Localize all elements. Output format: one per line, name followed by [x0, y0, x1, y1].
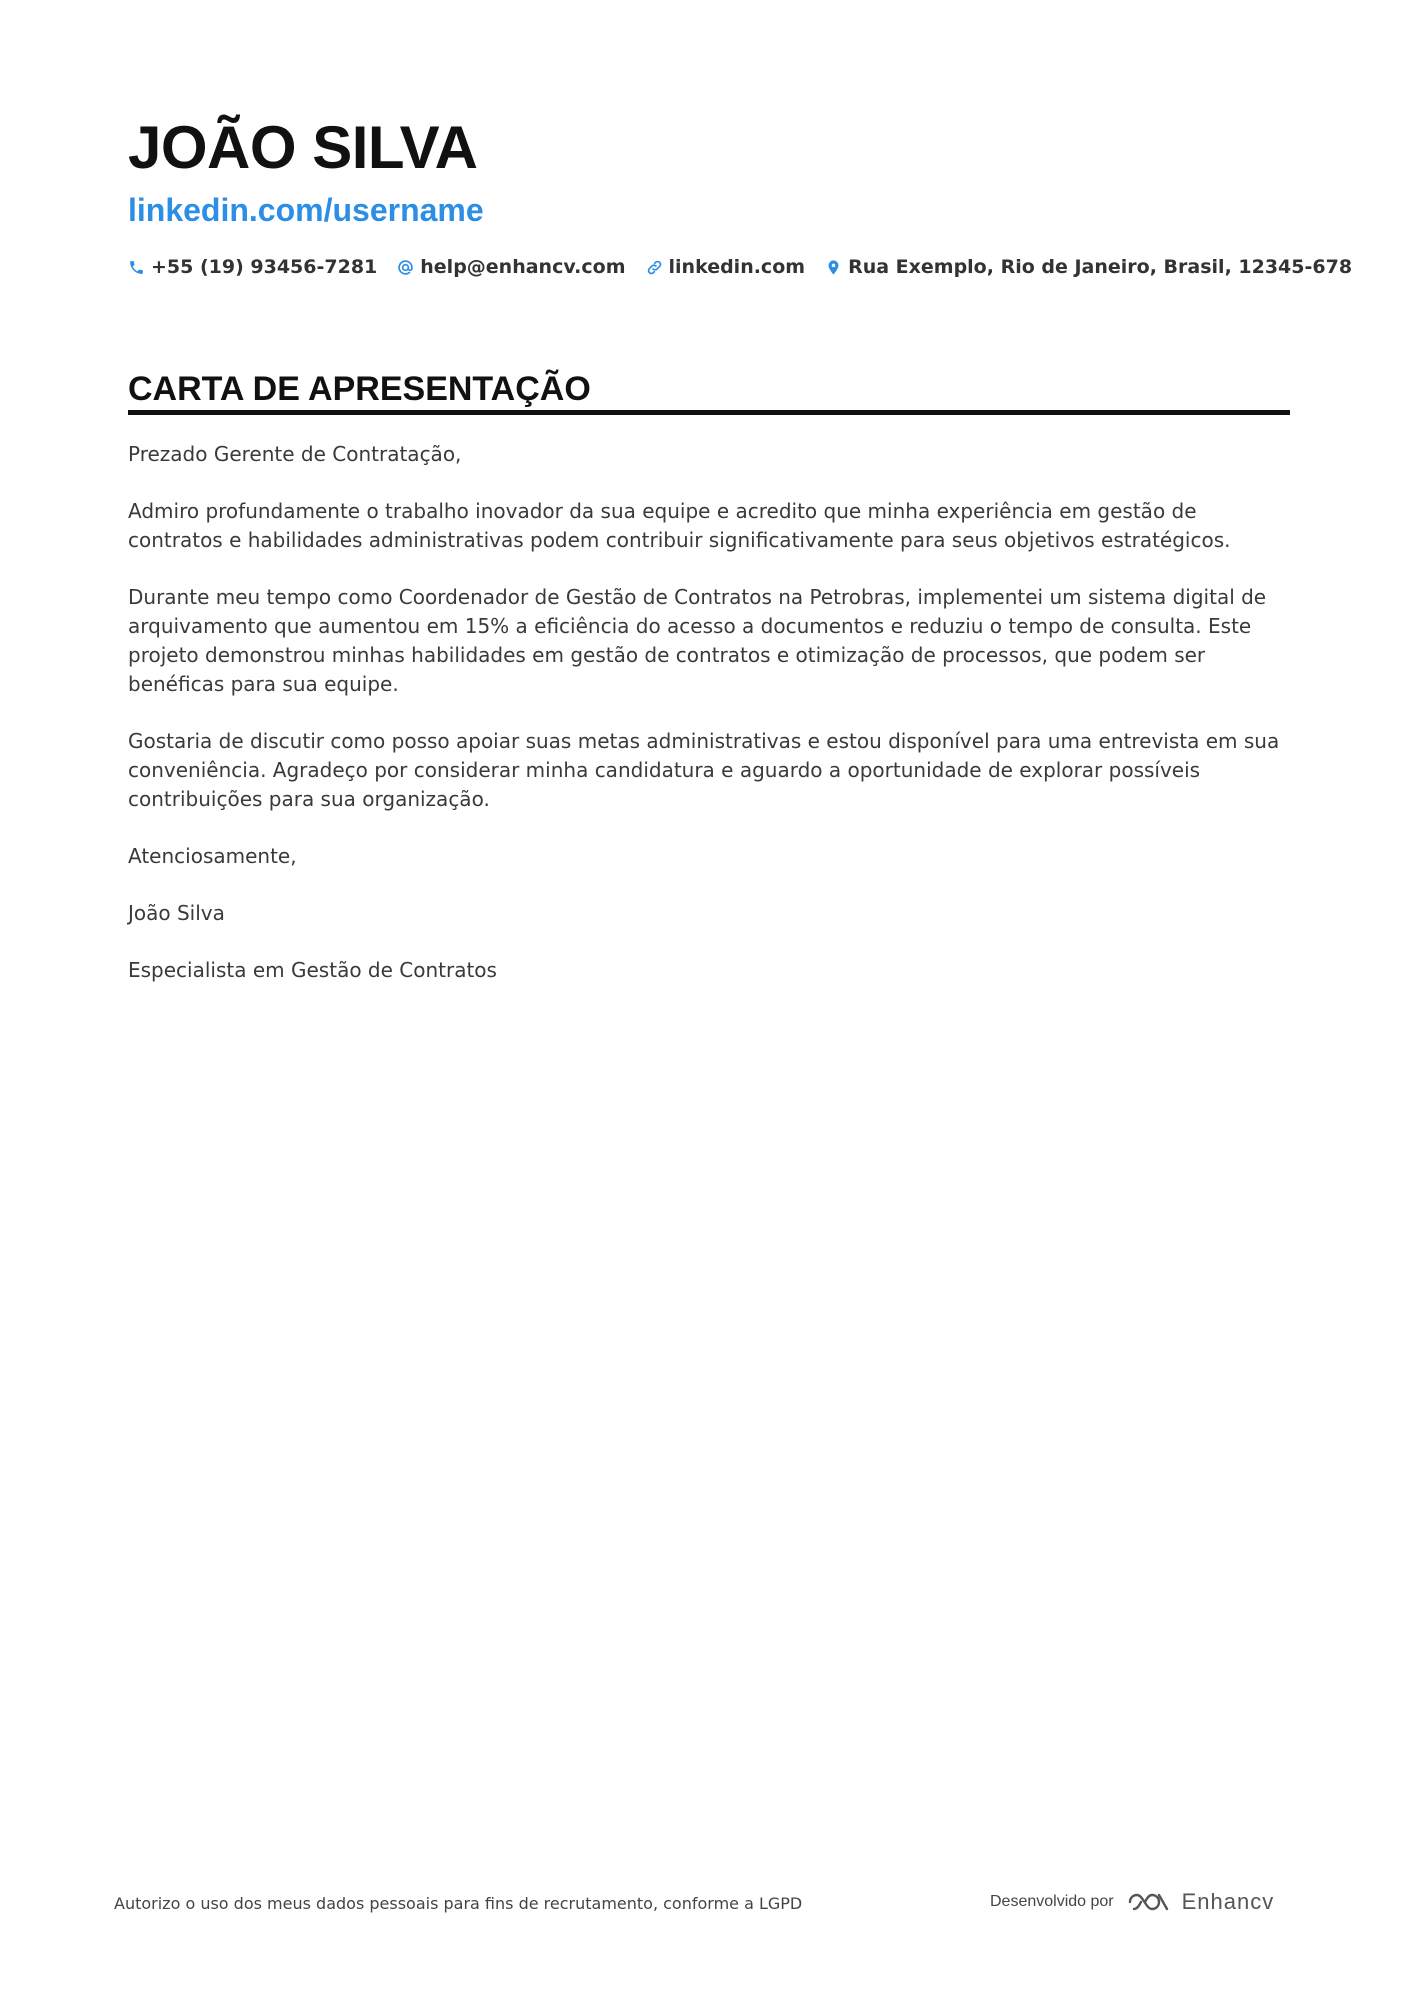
consent-note: Autorizo o uso dos meus dados pessoais para fins de recrutamento, conforme a LGPD: [114, 1894, 803, 1913]
section-title: CARTA DE APRESENTAÇÃO: [128, 370, 591, 408]
enhancv-logo-icon: [1126, 1890, 1172, 1914]
letter-closing: Atenciosamente,: [128, 844, 297, 868]
powered-by[interactable]: [990, 1889, 1274, 1915]
section-divider: [128, 410, 1290, 415]
contact-email[interactable]: [397, 252, 625, 282]
signature-title: Especialista em Gestão de Contratos: [128, 958, 497, 982]
contact-phone-text: +55 (19) 93456-7281: [151, 256, 378, 278]
contact-link-text: linkedin.com: [668, 256, 806, 278]
letter-paragraph: Admiro profundamente o trabalho inovador da sua equipe e acredito que minha experiência em gestão de contratos e habilidades administrativas podem contribuir significativamente para seus objetivos estratégicos.: [128, 499, 1231, 552]
brand-logo: [1126, 1889, 1275, 1915]
letter-greeting: Prezado Gerente de Contratação,: [128, 442, 462, 466]
profile-link-subtitle[interactable]: linkedin.com/username: [128, 192, 484, 228]
applicant-name: JOÃO SILVA: [128, 114, 478, 181]
link-icon: [646, 259, 663, 276]
phone-icon: [128, 259, 145, 276]
contact-email-text: help@enhancv.com: [420, 256, 626, 278]
brand-name: Enhancv: [1181, 1889, 1275, 1914]
letter-body: [128, 440, 1290, 1013]
signature-name: João Silva: [128, 901, 225, 925]
letter-paragraph: Gostaria de discutir como posso apoiar suas metas administrativas e estou disponível para uma entrevista em sua conveniência. Agradeço por considerar minha candidatura e aguardo a oportunidade de explorar possíveis contribuições para sua organização.: [128, 729, 1280, 811]
contact-phone[interactable]: [128, 252, 377, 282]
location-pin-icon: [825, 259, 842, 276]
contact-address-text: Rua Exemplo, Rio de Janeiro, Brasil, 12345-678: [848, 256, 1353, 278]
contact-info-row: [128, 252, 1352, 282]
contact-link[interactable]: [646, 252, 806, 282]
at-icon: [397, 259, 414, 276]
contact-address: [825, 252, 1352, 282]
letter-paragraph: Durante meu tempo como Coordenador de Gestão de Contratos na Petrobras, implementei um sistema digital de arquivamento que aumentou em 15% a eficiência do acesso a documentos e reduziu o tempo de consulta. Este projeto demonstrou minhas habilidades em gestão de contratos e otimização de processos, que podem ser benéficas para sua equipe.: [128, 585, 1267, 696]
powered-by-label: Desenvolvido por: [990, 1893, 1114, 1910]
